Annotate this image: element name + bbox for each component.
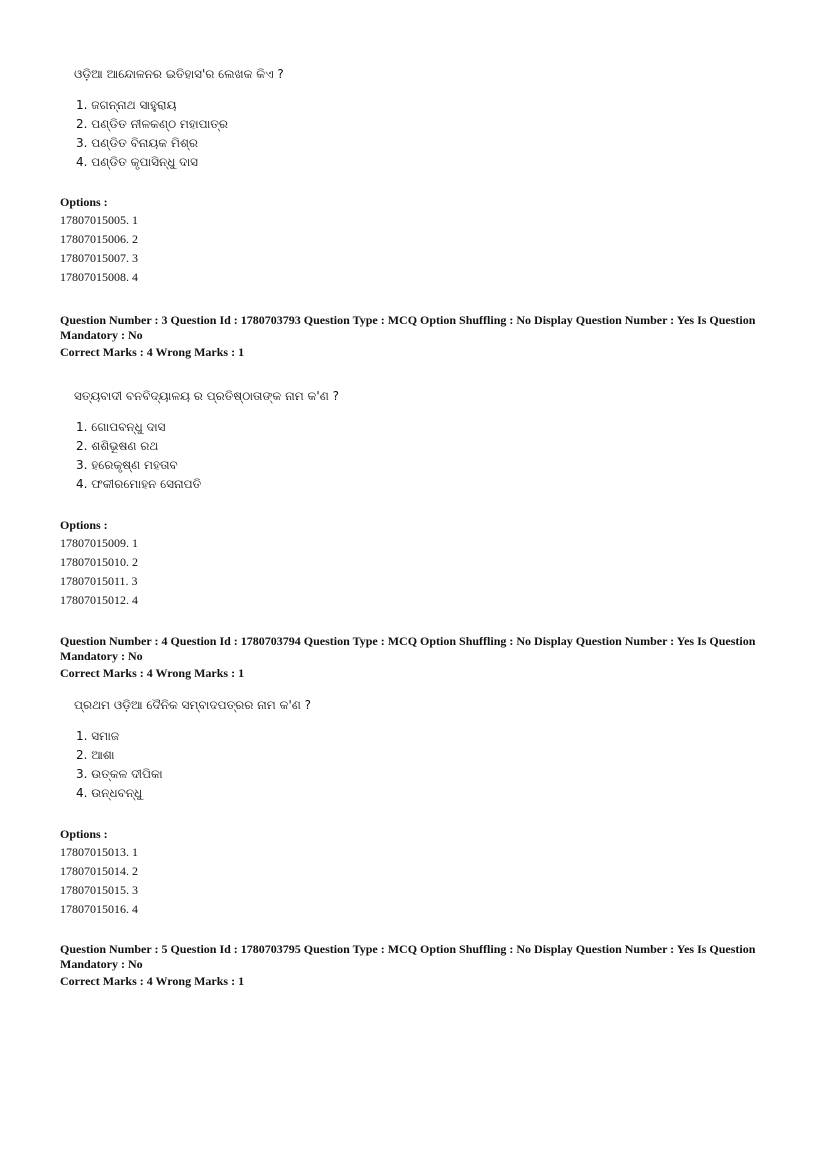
- options-heading: Options :: [60, 827, 108, 841]
- option-item: 17807015014. 2: [60, 864, 138, 878]
- choice-item: 4. ପଣ୍ଡିତ କୃପାସିନ୍ଧୁ ଦାସ: [76, 155, 199, 169]
- question-text: ଓଡ଼ିଆ ଆନ୍ଦୋଳନର ଇତିହାସ'ର ଲେଖକ କିଏ ?: [74, 67, 284, 81]
- question-header: Question Number : 5 Question Id : 1780703795 Question Type : MCQ Option Shuffling : No Display Question Number : Yes Is Question Mandatory : No: [60, 942, 756, 971]
- option-item: 17807015010. 2: [60, 555, 138, 569]
- question-meta: [60, 634, 760, 681]
- question-meta: [60, 313, 760, 360]
- marks-line: Correct Marks : 4 Wrong Marks : 1: [60, 666, 245, 680]
- marks-line: Correct Marks : 4 Wrong Marks : 1: [60, 345, 245, 359]
- choice-item: 1. ଗୋପବନ୍ଧୁ ଦାସ: [76, 420, 166, 434]
- question-meta: [60, 942, 760, 989]
- choice-list: [76, 418, 201, 494]
- option-item: 17807015012. 4: [60, 593, 138, 607]
- options-heading: Options :: [60, 518, 108, 532]
- choice-item: 3. ଉତ୍କଳ ଦୀପିକା: [76, 767, 163, 781]
- choice-list: [76, 96, 228, 172]
- options-list: [60, 843, 138, 919]
- choice-list: [76, 727, 163, 803]
- choice-item: 2. ଆଶା: [76, 748, 115, 762]
- option-item: 17807015005. 1: [60, 213, 138, 227]
- option-item: 17807015013. 1: [60, 845, 138, 859]
- question-header: Question Number : 3 Question Id : 1780703793 Question Type : MCQ Option Shuffling : No Display Question Number : Yes Is Question Mandatory : No: [60, 313, 756, 342]
- question-text: ପ୍ରଥମ ଓଡ଼ିଆ ଦୈନିକ ସମ୍ବାଦପତ୍ରର ନାମ କ'ଣ ?: [74, 698, 312, 712]
- choice-item: 2. ପଣ୍ଡିତ ନୀଳକଣ୍ଠ ମହାପାତ୍ର: [76, 117, 228, 131]
- options-heading: Options :: [60, 195, 108, 209]
- option-item: 17807015009. 1: [60, 536, 138, 550]
- choice-item: 3. ହରେକୃଷ୍ଣ ମହତାବ: [76, 458, 178, 472]
- options-list: [60, 211, 138, 287]
- choice-item: 4. ଉନ୍ଧବନ୍ଧୁ: [76, 786, 143, 800]
- option-item: 17807015016. 4: [60, 902, 138, 916]
- question-header: Question Number : 4 Question Id : 1780703794 Question Type : MCQ Option Shuffling : No Display Question Number : Yes Is Question Mandatory : No: [60, 634, 756, 663]
- option-item: 17807015011. 3: [60, 574, 138, 588]
- option-item: 17807015008. 4: [60, 270, 138, 284]
- option-item: 17807015007. 3: [60, 251, 138, 265]
- choice-item: 2. ଶଶିଭୂଷଣ ରଥ: [76, 439, 159, 453]
- choice-item: 1. ସମାଜ: [76, 729, 120, 743]
- marks-line: Correct Marks : 4 Wrong Marks : 1: [60, 974, 245, 988]
- option-item: 17807015015. 3: [60, 883, 138, 897]
- options-list: [60, 534, 138, 610]
- question-text: ସତ୍ୟବାଦୀ ବନବିଦ୍ୟାଳୟ ର ପ୍ରତିଷ୍ଠାତାଙ୍କ ନାମ କ'ଣ ?: [74, 389, 339, 403]
- option-item: 17807015006. 2: [60, 232, 138, 246]
- choice-item: 3. ପଣ୍ଡିତ ବିନାୟକ ମିଶ୍ର: [76, 136, 198, 150]
- choice-item: 4. ଫକୀରମୋହନ ସେନାପତି: [76, 477, 202, 491]
- choice-item: 1. ଜଗନ୍ନାଥ ସାହୁରାୟ: [76, 98, 177, 112]
